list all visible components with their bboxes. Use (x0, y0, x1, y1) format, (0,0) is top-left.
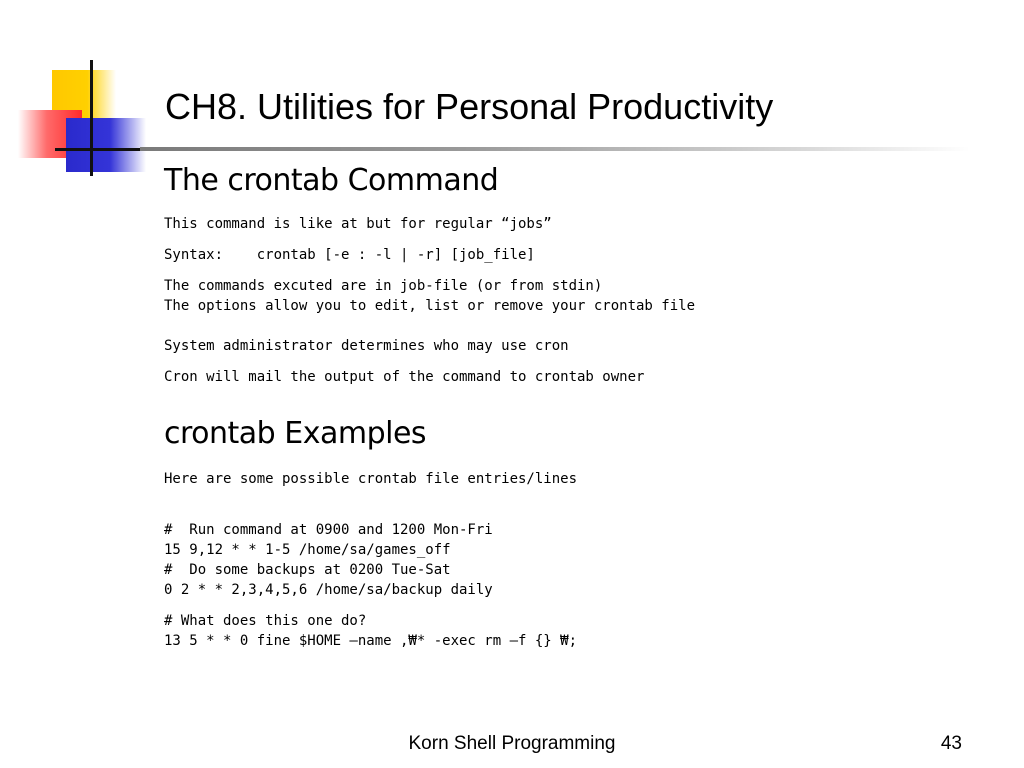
logo-vertical-line (90, 60, 93, 176)
example-line: 0 2 * * 2,3,4,5,6 /home/sa/backup daily (164, 582, 493, 598)
example-block (164, 520, 964, 600)
text-line: Cron will mail the output of the command to crontab owner (164, 369, 645, 385)
examples-intro: Here are some possible crontab file entries/lines (164, 471, 578, 487)
text-line: The commands excuted are in job-file (or from stdin) (164, 278, 603, 294)
example-line: 15 9,12 * * 1-5 /home/sa/games_off (164, 542, 451, 558)
footer-course-title: Korn Shell Programming (408, 733, 616, 754)
logo-horizontal-line (55, 148, 147, 151)
page-number: 43 (940, 733, 962, 754)
question-block (164, 611, 964, 651)
section-heading-crontab-command: The crontab Command (164, 163, 499, 198)
slide-title: CH8. Utilities for Personal Productivity (165, 86, 774, 127)
text-line: System administrator determines who may use cron (164, 338, 569, 354)
logo-blue-square (66, 118, 146, 172)
decorative-logo (0, 0, 140, 190)
title-divider (140, 147, 970, 151)
text-line: This command is like at but for regular “jobs” (164, 216, 552, 232)
section-heading-crontab-examples: crontab Examples (164, 416, 427, 451)
example-line: 13 5 * * 0 fine $HOME –name ,₩* -exec rm –f {} ₩; (164, 633, 578, 649)
example-line: # Do some backups at 0200 Tue-Sat (164, 562, 451, 578)
example-line: # What does this one do? (164, 613, 367, 629)
example-line: # Run command at 0900 and 1200 Mon-Fri (164, 522, 493, 538)
text-line: Syntax: crontab [-e : -l | -r] [job_file] (164, 247, 535, 263)
text-line: The options allow you to edit, list or remove your crontab file (164, 298, 696, 314)
slide-content (164, 160, 964, 651)
